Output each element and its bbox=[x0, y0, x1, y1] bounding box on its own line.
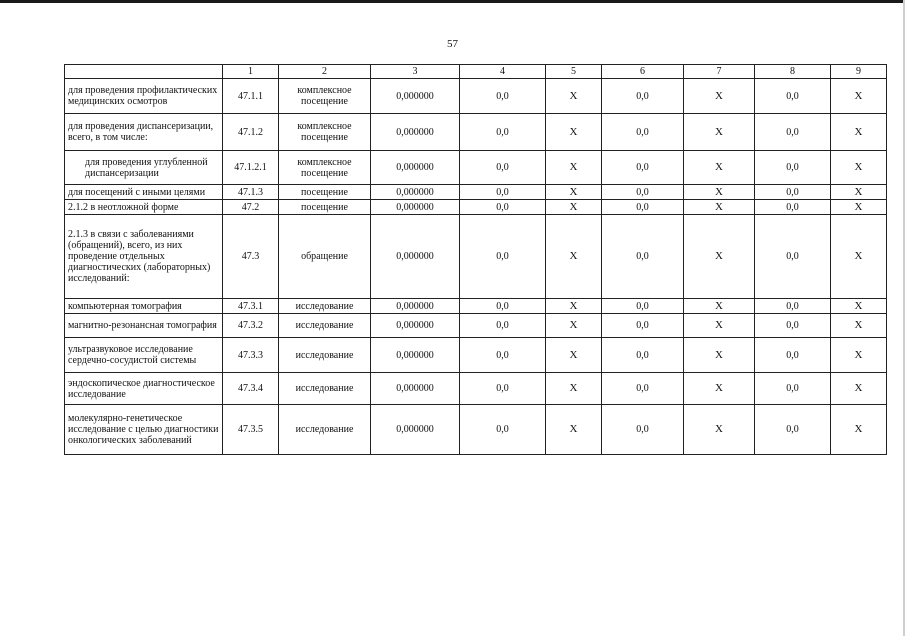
row-code: 47.1.1 bbox=[223, 79, 279, 114]
row-value-9: Х bbox=[831, 200, 887, 215]
row-value-3: 0,000000 bbox=[371, 314, 460, 338]
row-value-3: 0,000000 bbox=[371, 215, 460, 299]
row-value-9: Х bbox=[831, 373, 887, 405]
table-row bbox=[65, 114, 887, 151]
row-value-5: Х bbox=[546, 338, 602, 373]
row-value-8: 0,0 bbox=[755, 114, 831, 151]
row-value-8: 0,0 bbox=[755, 314, 831, 338]
row-value-4: 0,0 bbox=[460, 338, 546, 373]
header-row bbox=[65, 65, 887, 79]
row-value-7: Х bbox=[684, 338, 755, 373]
header-cell-name bbox=[65, 65, 223, 79]
row-value-9: Х bbox=[831, 405, 887, 455]
row-value-5: Х bbox=[546, 373, 602, 405]
row-value-4: 0,0 bbox=[460, 114, 546, 151]
row-value-8: 0,0 bbox=[755, 200, 831, 215]
row-name: 2.1.2 в неотложной форме bbox=[65, 200, 223, 215]
row-value-7: Х bbox=[684, 373, 755, 405]
row-name: для проведения диспансеризации, всего, в том числе: bbox=[65, 114, 223, 151]
scan-edge-top bbox=[0, 0, 905, 3]
header-cell-9: 9 bbox=[831, 65, 887, 79]
header-cell-8: 8 bbox=[755, 65, 831, 79]
row-value-9: Х bbox=[831, 314, 887, 338]
row-value-6: 0,0 bbox=[602, 338, 684, 373]
row-value-7: Х bbox=[684, 185, 755, 200]
row-value-4: 0,0 bbox=[460, 405, 546, 455]
data-table bbox=[64, 64, 887, 455]
row-value-3: 0,000000 bbox=[371, 373, 460, 405]
row-value-4: 0,0 bbox=[460, 185, 546, 200]
header-cell-2: 2 bbox=[279, 65, 371, 79]
row-value-7: Х bbox=[684, 405, 755, 455]
row-value-3: 0,000000 bbox=[371, 338, 460, 373]
table-row bbox=[65, 79, 887, 114]
row-value-6: 0,0 bbox=[602, 79, 684, 114]
row-value-9: Х bbox=[831, 151, 887, 185]
table-row bbox=[65, 314, 887, 338]
row-value-3: 0,000000 bbox=[371, 200, 460, 215]
row-name: ультразвуковое исследование сердечно-сосудистой системы bbox=[65, 338, 223, 373]
row-unit: исследование bbox=[279, 299, 371, 314]
row-value-8: 0,0 bbox=[755, 338, 831, 373]
row-code: 47.3.3 bbox=[223, 338, 279, 373]
row-name: эндоскопическое диагностическое исследование bbox=[65, 373, 223, 405]
header-cell-5: 5 bbox=[546, 65, 602, 79]
row-name: для проведения профилактических медицинских осмотров bbox=[65, 79, 223, 114]
row-unit: исследование bbox=[279, 314, 371, 338]
row-value-9: Х bbox=[831, 215, 887, 299]
table-row bbox=[65, 185, 887, 200]
row-unit: комплексное посещение bbox=[279, 79, 371, 114]
header-cell-7: 7 bbox=[684, 65, 755, 79]
row-code: 47.1.3 bbox=[223, 185, 279, 200]
row-value-6: 0,0 bbox=[602, 314, 684, 338]
row-value-8: 0,0 bbox=[755, 373, 831, 405]
row-code: 47.3.4 bbox=[223, 373, 279, 405]
row-value-5: Х bbox=[546, 151, 602, 185]
row-name: магнитно-резонансная томография bbox=[65, 314, 223, 338]
row-unit: исследование bbox=[279, 373, 371, 405]
row-code: 47.3.2 bbox=[223, 314, 279, 338]
row-name: 2.1.3 в связи с заболеваниями (обращений), всего, из них проведение отдельных диагностических (лабораторных) исследований: bbox=[65, 215, 223, 299]
row-value-3: 0,000000 bbox=[371, 185, 460, 200]
row-value-9: Х bbox=[831, 185, 887, 200]
row-name: для проведения углубленной диспансеризации bbox=[65, 151, 223, 185]
row-value-5: Х bbox=[546, 215, 602, 299]
row-code: 47.3.1 bbox=[223, 299, 279, 314]
row-value-4: 0,0 bbox=[460, 151, 546, 185]
row-unit: комплексное посещение bbox=[279, 114, 371, 151]
row-value-3: 0,000000 bbox=[371, 405, 460, 455]
row-value-8: 0,0 bbox=[755, 215, 831, 299]
row-value-7: Х bbox=[684, 114, 755, 151]
row-value-6: 0,0 bbox=[602, 114, 684, 151]
header-cell-3: 3 bbox=[371, 65, 460, 79]
row-value-4: 0,0 bbox=[460, 200, 546, 215]
row-value-5: Х bbox=[546, 114, 602, 151]
row-unit: посещение bbox=[279, 185, 371, 200]
row-name: молекулярно-генетическое исследование с целью диагностики онкологических заболеваний bbox=[65, 405, 223, 455]
row-value-6: 0,0 bbox=[602, 299, 684, 314]
row-value-8: 0,0 bbox=[755, 185, 831, 200]
row-code: 47.1.2 bbox=[223, 114, 279, 151]
row-unit: комплексное посещение bbox=[279, 151, 371, 185]
table-row bbox=[65, 151, 887, 185]
row-name: компьютерная томография bbox=[65, 299, 223, 314]
row-value-3: 0,000000 bbox=[371, 299, 460, 314]
row-value-6: 0,0 bbox=[602, 185, 684, 200]
header-cell-1: 1 bbox=[223, 65, 279, 79]
row-code: 47.1.2.1 bbox=[223, 151, 279, 185]
row-value-7: Х bbox=[684, 314, 755, 338]
row-value-5: Х bbox=[546, 185, 602, 200]
row-value-7: Х bbox=[684, 151, 755, 185]
row-value-9: Х bbox=[831, 338, 887, 373]
table-row bbox=[65, 405, 887, 455]
row-value-4: 0,0 bbox=[460, 373, 546, 405]
row-value-6: 0,0 bbox=[602, 405, 684, 455]
row-code: 47.3.5 bbox=[223, 405, 279, 455]
header-cell-6: 6 bbox=[602, 65, 684, 79]
row-value-9: Х bbox=[831, 114, 887, 151]
row-value-4: 0,0 bbox=[460, 314, 546, 338]
row-unit: обращение bbox=[279, 215, 371, 299]
row-value-9: Х bbox=[831, 79, 887, 114]
row-value-4: 0,0 bbox=[460, 299, 546, 314]
row-value-7: Х bbox=[684, 200, 755, 215]
row-value-4: 0,0 bbox=[460, 215, 546, 299]
row-unit: посещение bbox=[279, 200, 371, 215]
row-unit: исследование bbox=[279, 338, 371, 373]
row-value-6: 0,0 bbox=[602, 200, 684, 215]
row-value-5: Х bbox=[546, 200, 602, 215]
row-value-9: Х bbox=[831, 299, 887, 314]
row-unit: исследование bbox=[279, 405, 371, 455]
row-value-3: 0,000000 bbox=[371, 79, 460, 114]
row-value-5: Х bbox=[546, 299, 602, 314]
table-row bbox=[65, 373, 887, 405]
row-value-8: 0,0 bbox=[755, 405, 831, 455]
row-code: 47.2 bbox=[223, 200, 279, 215]
row-value-4: 0,0 bbox=[460, 79, 546, 114]
row-value-6: 0,0 bbox=[602, 373, 684, 405]
row-value-3: 0,000000 bbox=[371, 151, 460, 185]
page-number: 57 bbox=[447, 38, 458, 50]
row-value-6: 0,0 bbox=[602, 215, 684, 299]
row-value-8: 0,0 bbox=[755, 299, 831, 314]
table-row bbox=[65, 200, 887, 215]
row-value-6: 0,0 bbox=[602, 151, 684, 185]
row-name: для посещений с иными целями bbox=[65, 185, 223, 200]
row-value-7: Х bbox=[684, 79, 755, 114]
row-value-5: Х bbox=[546, 314, 602, 338]
table-row bbox=[65, 299, 887, 314]
table-row bbox=[65, 215, 887, 299]
row-code: 47.3 bbox=[223, 215, 279, 299]
row-value-5: Х bbox=[546, 79, 602, 114]
row-value-3: 0,000000 bbox=[371, 114, 460, 151]
row-value-8: 0,0 bbox=[755, 151, 831, 185]
row-value-8: 0,0 bbox=[755, 79, 831, 114]
row-value-5: Х bbox=[546, 405, 602, 455]
row-value-7: Х bbox=[684, 299, 755, 314]
row-value-7: Х bbox=[684, 215, 755, 299]
header-cell-4: 4 bbox=[460, 65, 546, 79]
table-row bbox=[65, 338, 887, 373]
